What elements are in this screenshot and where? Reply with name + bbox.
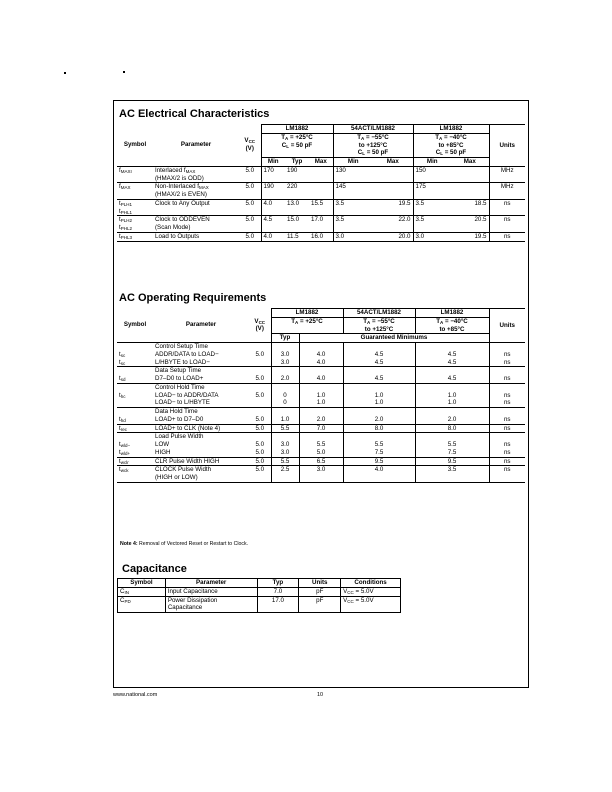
table-row [117,392,525,400]
max2-cell: 19.5 [398,199,411,207]
min2-cell: 1.0 [343,399,415,407]
parameter-cell: ADDR/DATA to LOAD− [155,350,219,358]
min3-cell: 5.5 [415,441,489,449]
typ-cell: 5.5 [271,457,299,466]
max3-cell [451,166,489,183]
min3-cell: 1.0 [415,399,489,407]
min3-cell: 9.5 [415,457,489,466]
parameter-cell: Non-Interlaced $f_{MAX}$ (HMAX/2 is EVEN) [155,183,209,198]
vcc-cell: 5.0 [245,232,255,240]
typ-cell: 2.5 [271,466,299,474]
op-header-units: Units [489,309,525,343]
ac-operating-title: AC Operating Requirements [119,292,267,304]
header-parameter: Parameter [153,125,239,167]
units-cell [489,383,525,391]
min3-cell [415,383,489,391]
typ-cell: 3.0 [271,441,299,449]
min1-cell: 4.0 [261,199,285,216]
group-title: Control Setup Time [155,343,208,350]
min1-cell [299,474,343,482]
scan-dot-right [123,71,125,73]
min1-cell: 5.5 [299,441,343,449]
min3-cell: 7.5 [415,449,489,457]
parameter-cell: Input Capacitance [165,587,257,596]
table-row [117,424,525,433]
table-row [117,449,525,457]
sub-max-1: Max [309,158,333,167]
units-cell: ns [489,351,525,359]
parameter-cell: HIGH [155,448,171,456]
parameter-cell: (HIGH or LOW) [155,474,198,481]
min2-cell: 3.0 [333,232,373,241]
group-title-row [117,408,525,416]
group-lm1882-ind-cond1: $T_A = -40^\circ C$ [413,133,489,141]
symbol-cell: $t_{PHL3}$ [119,232,132,240]
min1-cell [299,343,343,351]
min3-cell [415,474,489,482]
op-sub-typ: Typ [271,334,299,343]
min2-cell: 9.5 [343,457,415,466]
group-lm1882-name: LM1882 [261,125,333,134]
units-cell: ns [489,441,525,449]
units-cell: ns [489,232,525,241]
max3-cell: 18.5 [474,199,487,207]
units-cell: ns [489,399,525,407]
parameter-cell: CLR Pulse Width HIGH [155,457,220,465]
table-row [117,416,525,424]
min3-cell: 3.5 [415,466,489,474]
units-cell [489,433,525,441]
max1-cell [309,166,333,183]
symbol-cell: $t_{PLH2}$ $t_{PHL2}$ [119,216,132,231]
typ1-cell: 13.0 [287,199,300,207]
parameter-cell: LOW [155,441,170,448]
symbol-cell: $t_{PLH1}$ $t_{PHL1}$ [119,199,132,215]
symbol-cell: $t_{wck}$ [119,466,129,474]
table-row [118,587,401,596]
symbol-cell [117,408,153,416]
symbol-cell [117,383,153,391]
min2-cell: 3.5 [333,216,373,233]
typ-cell: 17.0 [257,596,299,613]
footer-page-number: 10 [317,692,324,698]
table-row [117,216,525,233]
symbol-cell: $t_{wld+}$ [119,448,131,456]
parameter-cell: Interlaced $f_{MAX}$ (HMAX/2 is ODD) [155,166,204,182]
typ-cell: 5.5 [271,424,299,433]
max2-cell: 20.0 [398,232,411,240]
header-units: Units [489,125,525,167]
vcc-cell [249,474,271,482]
parameter-cell: Power Dissipation Capacitance [165,596,257,613]
min3-cell: 2.0 [415,416,489,424]
vcc-cell: 5.0 [255,466,265,474]
symbol-cell [117,367,153,375]
vcc-cell: 5.0 [245,166,255,174]
table-row [117,183,525,200]
parameter-cell: L/HBYTE to LOAD− [155,358,210,366]
op-sub-guaranteed: Guaranteed Minimums [299,334,489,343]
op-group-54act-cond2: to +125°C [343,326,415,334]
max1-cell: 16.0 [311,232,324,240]
group-lm1882-cond2: $C_L = 50$ pF [261,142,333,150]
op-group-lm1882-cond2 [271,326,343,334]
max1-cell: 15.5 [311,199,324,207]
min2-cell [343,408,415,416]
typ-cell [271,343,299,351]
table-row [117,232,525,241]
units-cell: ns [489,216,525,233]
min3-cell: 3.0 [413,232,451,241]
units-cell: ns [489,449,525,457]
units-cell: ns [489,359,525,367]
group-lm1882-cond1: $T_A = +25^\circ C$ [261,133,333,141]
vcc-cell [249,367,271,375]
min3-cell [415,343,489,351]
ac-electrical-header-row [117,125,525,134]
table-row [117,351,525,359]
group-lm1882-ind-name: LM1882 [413,125,489,134]
min2-cell: 8.0 [343,424,415,433]
symbol-cell: $f_{MAXI}$ [119,166,132,174]
cap-header-parameter: Parameter [165,579,257,588]
sub-max-3: Max [451,158,489,167]
op-group-lm1882-ind-name: LM1882 [415,309,489,318]
min3-cell: 3.5 [413,216,451,233]
group-title-row [117,367,525,375]
units-cell: ns [489,416,525,424]
header-symbol: Symbol [117,125,153,167]
op-group-54act-cond1: $T_A = -55^\circ C$ [343,317,415,325]
group-54act-cond1: $T_A = -55^\circ C$ [333,133,413,141]
parameter-cell: LOAD− to L/HBYTE [155,399,210,407]
table-row [117,441,525,449]
op-group-lm1882-cond1: $T_A = +25^\circ C$ [271,317,343,325]
typ1-cell: 11.5 [287,232,299,240]
vcc-cell [249,343,271,351]
min1-cell: 4.0 [299,351,343,359]
min3-cell: 4.5 [415,359,489,367]
units-cell: pF [299,587,341,596]
min2-cell [343,367,415,375]
min1-cell: 6.5 [299,457,343,466]
op-header-parameter: Parameter [153,309,249,343]
typ-cell: 0 [271,399,299,407]
min2-cell: 4.0 [343,466,415,474]
units-cell: ns [489,375,525,383]
min1-cell: 1.0 [299,399,343,407]
ac-operating-table [117,308,525,483]
group-54act-name: 54ACT/LM1882 [333,125,413,134]
op-header-vcc: $V_{CC}$ (V) [249,309,271,343]
table-row [117,359,525,367]
min2-cell [343,343,415,351]
typ-cell: 3.0 [271,449,299,457]
min3-cell: 8.0 [415,424,489,433]
cap-header-conditions: Conditions [341,579,401,588]
vcc-cell: 5.0 [255,375,265,382]
typ-cell [271,474,299,482]
parameter-cell: LOAD− to ADDR/DATA [155,391,219,399]
note-4: Note 4: Removal of Vectored Reset or Restart to Clock. [120,541,249,547]
table-row [117,166,525,183]
min3-cell: 3.5 [413,199,451,216]
min1-cell [299,408,343,416]
vcc-cell: 5.0 [245,216,255,224]
symbol-cell [117,433,153,441]
group-54act-cond2: to +125°C [333,142,413,150]
vcc-cell [249,399,271,407]
group-title: Control Hold Time [155,383,205,391]
min2-cell [343,433,415,441]
min1-cell: 170 [261,166,285,183]
op-group-lm1882-name: LM1882 [271,309,343,318]
op-group-54act-name: 54ACT/LM1882 [343,309,415,318]
vcc-cell [249,433,271,441]
parameter-cell: Clock to ODDEVEN (Scan Mode) [155,216,210,231]
vcc-cell: 5.0 [245,183,255,191]
group-title: Data Hold Time [155,408,198,415]
ac-electrical-title: AC Electrical Characteristics [119,108,270,120]
min1-cell: 4.0 [299,359,343,367]
sub-min-2: Min [333,158,373,167]
min3-cell [415,433,489,441]
group-title: Load Pulse Width [155,433,204,441]
ac-electrical-table [117,124,525,242]
vcc-cell: 5.0 [255,441,265,448]
typ-cell: 1.0 [271,416,299,424]
vcc-cell [249,359,271,367]
sub-min-1: Min [261,158,285,167]
min1-cell: 4.0 [261,232,285,241]
min3-cell: 4.5 [415,375,489,383]
group-title-row [117,343,525,351]
typ-cell: 7.0 [257,587,299,596]
vcc-cell: 5.0 [255,457,265,465]
typ-cell: 0 [271,392,299,400]
max2-cell [373,166,413,183]
vcc-cell: 5.0 [245,199,255,207]
sub-max-2: Max [373,158,413,167]
typ-cell [271,408,299,416]
cap-header-symbol: Symbol [118,579,166,588]
min1-cell: 7.0 [299,424,343,433]
op-group-lm1882-ind-cond2: to +85°C [415,326,489,334]
group-54act-cond3: $C_L = 50$ pF [333,149,413,157]
min1-cell [299,433,343,441]
typ-cell: 3.0 [271,351,299,359]
min1-cell: 190 [261,183,285,200]
min3-cell [415,408,489,416]
min2-cell [343,383,415,391]
vcc-cell: 5.0 [255,448,265,456]
units-cell: ns [489,457,525,466]
units-cell [489,343,525,351]
units-cell: ns [489,392,525,400]
min2-cell: 7.5 [343,449,415,457]
vcc-cell: 5.0 [255,391,265,399]
min1-cell: 5.0 [299,449,343,457]
min2-cell: 4.5 [343,359,415,367]
symbol-cell: $C_{IN}$ [118,587,166,596]
symbol-cell: $t_{wclr}$ [119,457,129,465]
vcc-cell: 5.0 [255,350,265,358]
units-cell [489,408,525,416]
sub-typ-1: Typ [285,158,309,167]
min1-cell: 3.0 [299,466,343,474]
typ-cell [271,433,299,441]
vcc-cell: 5.0 [255,415,265,423]
max3-cell: 20.5 [474,216,487,224]
typ-cell: 2.0 [271,375,299,383]
table-row [117,199,525,216]
group-title-row [117,433,525,441]
parameter-cell: Clock to Any Output [155,199,210,207]
min3-cell: 1.0 [415,392,489,400]
cap-header-typ: Typ [257,579,299,588]
min1-cell: 4.0 [299,375,343,383]
table-row [117,474,525,482]
conditions-cell: $V_{CC} = 5.0V$ [341,587,401,596]
symbol-cell: $t_{hc}$ [119,391,126,399]
symbol-cell: $t_{sc}$ [119,350,126,358]
units-cell: ns [489,424,525,433]
symbol-cell [117,343,153,351]
units-cell: ns [489,199,525,216]
min3-cell: 4.5 [415,351,489,359]
typ-cell: 3.0 [271,359,299,367]
min2-cell: 4.5 [343,375,415,383]
op-header-symbol: Symbol [117,309,153,343]
op-group-lm1882-ind-cond1: $T_A = -40^\circ C$ [415,317,489,325]
typ1-cell: 220 [287,183,298,191]
parameter-cell: LOAD+ to CLK (Note 4) [155,424,221,432]
group-title: Data Setup Time [155,367,202,375]
symbol-cell: $t_{hd}$ [119,415,126,423]
max3-cell: 19.5 [474,232,487,240]
vcc-cell [249,408,271,416]
capacitance-table [117,578,401,613]
max3-cell [451,183,489,200]
min2-cell: 3.5 [333,199,373,216]
max2-cell: 22.0 [398,216,411,224]
symbol-cell: $t_{wld-}$ [119,441,131,448]
scan-dot-left [64,72,66,74]
min1-cell: 1.0 [299,392,343,400]
parameter-cell: D7–D0 to LOAD+ [155,375,204,382]
min2-cell: 2.0 [343,416,415,424]
min3-cell [415,367,489,375]
symbol-cell [117,474,153,482]
units-cell [489,474,525,482]
min1-cell: 4.5 [261,216,285,233]
min1-cell [299,367,343,375]
min1-cell: 2.0 [299,416,343,424]
max1-cell [309,183,333,200]
sub-min-3: Min [413,158,451,167]
header-vcc: $V_{CC}$ (V) [239,125,261,167]
table-row [117,466,525,474]
min2-cell [343,474,415,482]
units-cell: MHz [489,166,525,183]
parameter-cell: CLOCK Pulse Width [155,466,212,474]
symbol-cell [117,399,153,407]
vcc-cell: 5.0 [255,424,265,432]
typ-cell [271,383,299,391]
typ1-cell: 15.0 [287,216,300,224]
symbol-cell: $t_{sc}$ [119,358,126,366]
units-cell: MHz [489,183,525,200]
symbol-cell: $f_{MAX}$ [119,183,131,191]
table-row [117,399,525,407]
typ-cell [271,367,299,375]
cap-header-units: Units [299,579,341,588]
parameter-cell: LOAD+ to D7–D0 [155,415,204,423]
units-cell [489,367,525,375]
table-row [117,375,525,383]
table-row [117,457,525,466]
max1-cell: 17.0 [311,216,324,224]
min2-cell: 130 [333,166,373,183]
vcc-cell [249,383,271,391]
units-cell: ns [489,466,525,474]
group-lm1882-cond3 [261,149,333,157]
units-cell: pF [299,596,341,613]
min2-cell: 1.0 [343,392,415,400]
min2-cell: 5.5 [343,441,415,449]
min1-cell [299,383,343,391]
min3-cell: 175 [413,183,451,200]
parameter-cell: Load to Outputs [155,232,200,240]
table-row [118,596,401,613]
typ1-cell: 190 [287,166,298,174]
group-lm1882-ind-cond3: $C_L = 50$ pF [413,149,489,157]
min3-cell: 150 [413,166,451,183]
group-title-row [117,383,525,391]
min2-cell: 145 [333,183,373,200]
min2-cell: 4.5 [343,351,415,359]
footer-website: www.national.com [113,692,158,698]
conditions-cell: $V_{CC} = 5.0V$ [341,596,401,613]
symbol-cell: $t_{sd}$ [119,375,126,382]
group-lm1882-ind-cond2: to +85°C [413,142,489,150]
symbol-cell: $C_{PD}$ [118,596,166,613]
symbol-cell: $t_{rec}$ [119,424,127,432]
capacitance-title: Capacitance [122,563,187,575]
max2-cell [373,183,413,200]
